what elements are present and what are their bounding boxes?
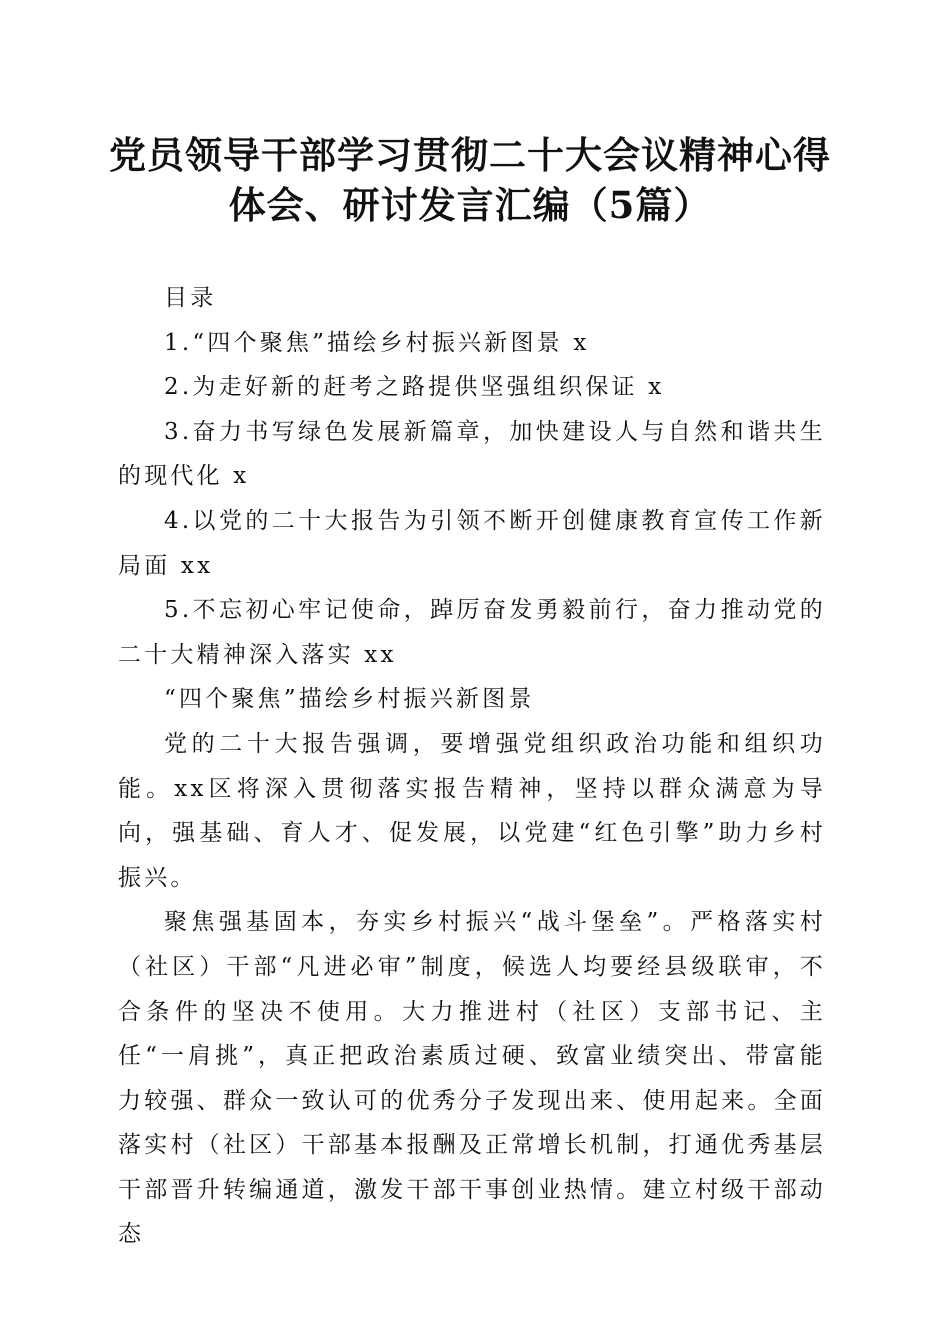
toc-item-3: 3.奋力书写绿色发展新篇章，加快建设人与自然和谐共生的现代化 x <box>118 418 826 490</box>
toc-item-2: 2.为走好新的赶考之路提供坚强组织保证 x <box>164 374 665 401</box>
toc-item-5: 5.不忘初心牢记使命，踔厉奋发勇毅前行，奋力推动党的二十大精神深入落实 xx <box>118 597 826 668</box>
document-body <box>118 276 826 1257</box>
paragraph-1: 党的二十大报告强调，要增强党组织政治功能和组织功能。xx区将深入贯彻落实报告精神，坚持以群众满意为导向，强基础、育人才、促发展，以党建“红色引擎”助力乡村振兴。 <box>118 730 826 891</box>
toc-item-1: 1.“四个聚焦”描绘乡村振兴新图景 x <box>164 329 590 356</box>
paragraph-2: 聚焦强基固本，夯实乡村振兴“战斗堡垒”。严格落实村（社区）干部“凡进必审”制度，候选人均要经县级联审，不合条件的坚决不使用。大力推进村（社区）支部书记、主任“一肩挑”，真正把政治素质过硬、致富业绩突出、带富能力较强、群众一致认可的优秀分子发现出来、使用起来。全面落实村（社区）干部基本报酬及正常增长机制，打通优秀基层干部晋升转编通道，激发干部干事创业热情。建立村级干部动态 <box>118 909 826 1248</box>
toc-heading: 目录 <box>164 285 217 311</box>
toc-item-4: 4.以党的二十大报告为引领不断开创健康教育宣传工作新局面 xx <box>118 507 826 579</box>
document-title: 党员领导干部学习贯彻二十大会议精神心得体会、研讨发言汇编（5篇） <box>109 133 831 227</box>
section-title: “四个聚焦”描绘乡村振兴新图景 <box>164 686 535 713</box>
